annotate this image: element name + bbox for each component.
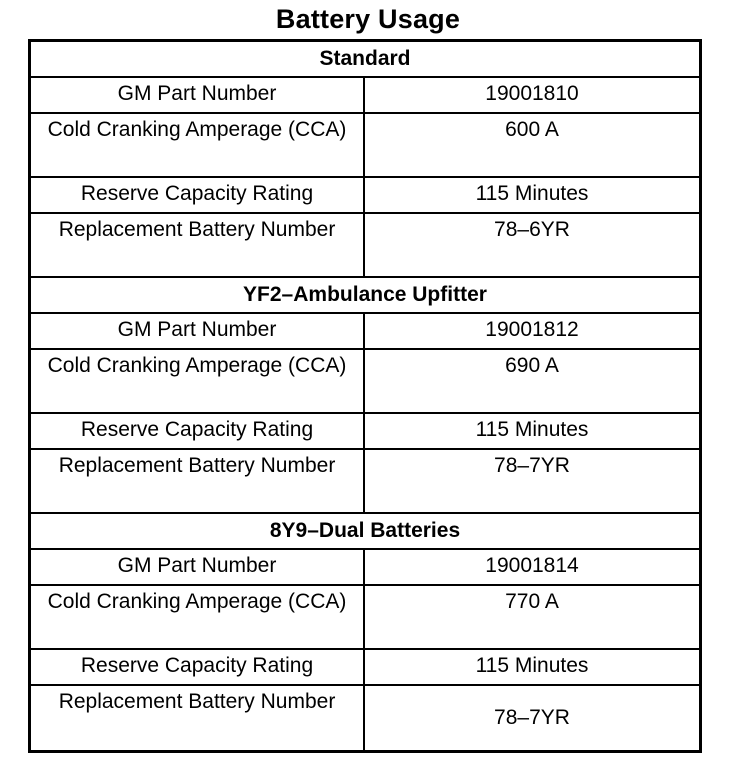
section-header: Standard — [31, 42, 699, 78]
row-label: GM Part Number — [31, 78, 365, 112]
row-label: Reserve Capacity Rating — [31, 650, 365, 684]
table-row — [31, 550, 699, 586]
table-row — [31, 586, 699, 650]
row-label: Replacement Battery Number — [31, 450, 365, 512]
table-row — [31, 214, 699, 278]
row-value: 115 Minutes — [475, 182, 589, 205]
table-row — [31, 450, 699, 514]
row-value: 78–7YR — [494, 454, 570, 477]
table-row — [31, 686, 699, 750]
section-standard — [31, 42, 699, 278]
row-label: Cold Cranking Amperage (CCA) — [31, 586, 365, 648]
row-label: Reserve Capacity Rating — [31, 178, 365, 212]
row-label: Cold Cranking Amperage (CCA) — [31, 350, 365, 412]
table-row — [31, 178, 699, 214]
row-label: Replacement Battery Number — [31, 686, 365, 750]
row-value: 19001814 — [485, 554, 579, 577]
table-row — [31, 78, 699, 114]
row-label: Cold Cranking Amperage (CCA) — [31, 114, 365, 176]
row-value: 115 Minutes — [475, 418, 589, 441]
row-label: Replacement Battery Number — [31, 214, 365, 276]
page-title: Battery Usage — [275, 4, 461, 34]
row-value: 690 A — [505, 354, 559, 377]
row-value: 19001810 — [485, 82, 579, 105]
section-header: 8Y9–Dual Batteries — [31, 514, 699, 550]
battery-usage-table — [28, 39, 702, 753]
section-8y9-dual-batteries — [31, 514, 699, 750]
section-yf2-ambulance-upfitter — [31, 278, 699, 514]
table-row — [31, 114, 699, 178]
row-label: GM Part Number — [31, 314, 365, 348]
section-header: YF2–Ambulance Upfitter — [31, 278, 699, 314]
row-label: GM Part Number — [31, 550, 365, 584]
row-value: 78–6YR — [494, 218, 570, 241]
row-value: 115 Minutes — [475, 654, 589, 677]
table-row — [31, 350, 699, 414]
table-row — [31, 650, 699, 686]
table-row — [31, 314, 699, 350]
row-value: 600 A — [505, 118, 559, 141]
row-value: 19001812 — [485, 318, 579, 341]
table-row — [31, 414, 699, 450]
row-value: 770 A — [505, 590, 559, 613]
row-label: Reserve Capacity Rating — [31, 414, 365, 448]
row-value: 78–7YR — [494, 706, 570, 729]
